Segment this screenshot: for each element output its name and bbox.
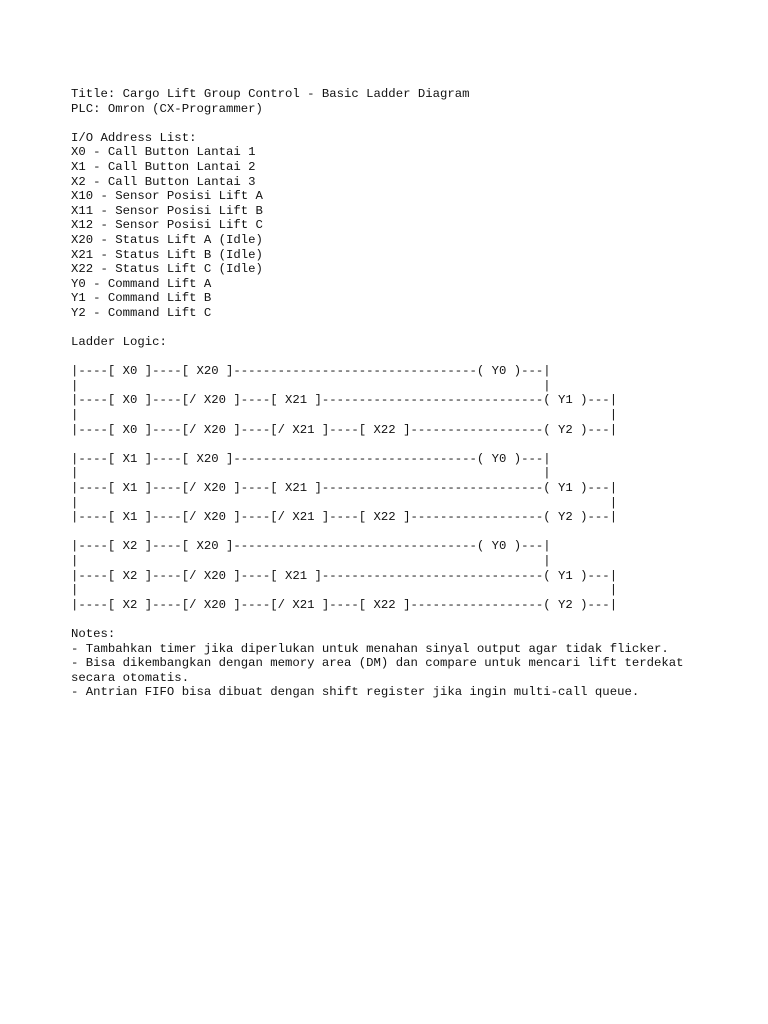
io-address-list (71, 131, 751, 321)
io-item: X2 - Call Button Lantai 3 (71, 174, 256, 189)
io-item: Y0 - Command Lift A (71, 276, 212, 291)
ladder-line: | | (71, 583, 618, 598)
ladder-line: |----[ X0 ]----[/ X20 ]----[/ X21 ]----[ X22 ]------------------( Y2 )---| (71, 422, 618, 437)
note-item: - Tambahkan timer jika diperlukan untuk menahan sinyal output agar tidak flicker. (71, 641, 669, 656)
io-item: X20 - Status Lift A (Idle) (71, 232, 263, 247)
io-item: X11 - Sensor Posisi Lift B (71, 203, 263, 218)
io-heading: I/O Address List: (71, 130, 197, 145)
note-item: secara otomatis. (71, 670, 190, 685)
ladder-rung-group (71, 364, 751, 437)
io-item: X21 - Status Lift B (Idle) (71, 247, 263, 262)
note-item: - Bisa dikembangkan dengan memory area (DM) dan compare untuk mencari lift terdekat (71, 656, 684, 671)
ladder-line: |----[ X0 ]----[/ X20 ]----[ X21 ]------------------------------( Y1 )---| (71, 393, 618, 408)
note-item: - Antrian FIFO bisa dibuat dengan shift register jika ingin multi-call queue. (71, 685, 640, 700)
ladder-line: |----[ X2 ]----[/ X20 ]----[ X21 ]------------------------------( Y1 )---| (71, 568, 618, 583)
plc-info: PLC: Omron (CX-Programmer) (71, 101, 263, 116)
io-item: X1 - Call Button Lantai 2 (71, 159, 256, 174)
io-item: X12 - Sensor Posisi Lift C (71, 218, 263, 233)
ladder-line: | | (71, 408, 618, 423)
ladder-line: | | (71, 378, 551, 393)
ladder-line: | | (71, 554, 551, 568)
io-item: X10 - Sensor Posisi Lift A (71, 189, 263, 204)
ladder-line: |----[ X1 ]----[ X20 ]---------------------------------( Y0 )---| (71, 451, 551, 466)
ladder-line: |----[ X1 ]----[/ X20 ]----[/ X21 ]----[ X22 ]------------------( Y2 )---| (71, 510, 618, 525)
document-title: Title: Cargo Lift Group Control - Basic Ladder Diagram (71, 87, 470, 101)
ladder-line: |----[ X2 ]----[ X20 ]---------------------------------( Y0 )---| (71, 539, 551, 554)
ladder-logic (71, 335, 751, 612)
ladder-line: | | (71, 495, 618, 510)
io-item: Y2 - Command Lift C (71, 305, 212, 320)
io-item: Y1 - Command Lift B (71, 291, 212, 306)
io-item: X0 - Call Button Lantai 1 (71, 145, 256, 160)
notes-heading: Notes: (71, 626, 116, 641)
spacer (71, 350, 751, 365)
ladder-line: |----[ X2 ]----[/ X20 ]----[/ X21 ]----[ X22 ]------------------( Y2 )---| (71, 597, 618, 612)
notes-section (71, 627, 751, 700)
ladder-rung-group (71, 452, 751, 525)
ladder-rung-group (71, 539, 751, 612)
ladder-heading: Ladder Logic: (71, 335, 167, 350)
document-page (71, 87, 751, 700)
spacer (71, 437, 751, 452)
spacer (71, 116, 751, 131)
spacer (71, 321, 751, 336)
ladder-line: | | (71, 466, 551, 481)
ladder-line: |----[ X1 ]----[/ X20 ]----[ X21 ]------------------------------( Y1 )---| (71, 481, 618, 496)
spacer (71, 525, 751, 540)
io-item: X22 - Status Lift C (Idle) (71, 262, 263, 277)
spacer (71, 612, 751, 627)
ladder-line: |----[ X0 ]----[ X20 ]---------------------------------( Y0 )---| (71, 364, 551, 379)
